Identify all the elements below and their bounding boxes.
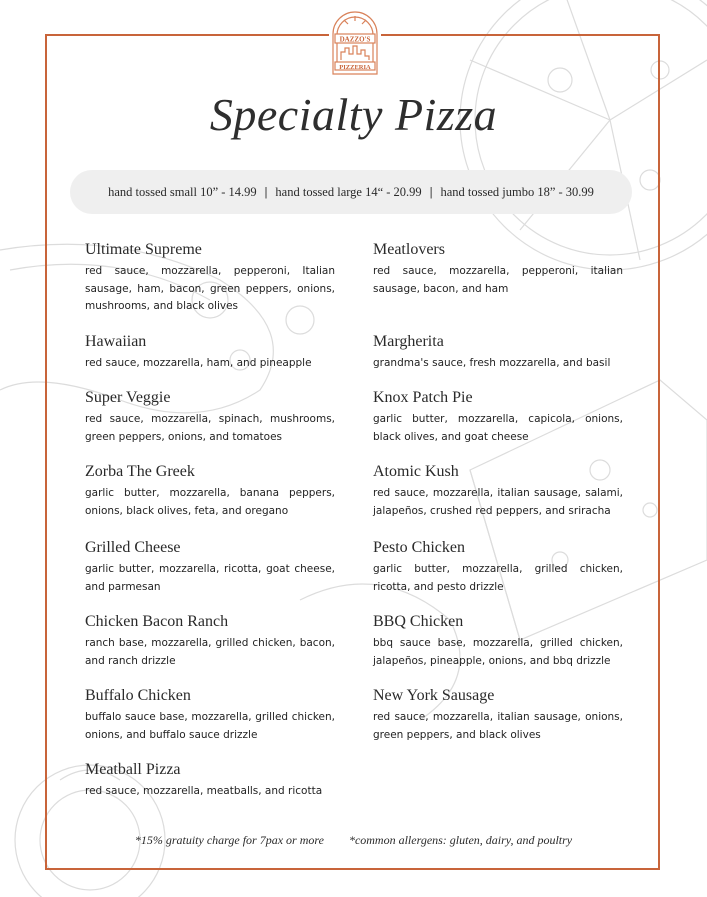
menu-item-description: bbq sauce base, mozzarella, grilled chicken, jalapeños, pineapple, onions, and bbq drizzle (373, 637, 623, 667)
menu-item-description: garlic butter, mozzarella, ricotta, goat cheese, and parmesan (85, 563, 335, 593)
menu-item-name: Meatball Pizza (85, 761, 181, 778)
menu-item (85, 761, 335, 801)
menu-item (373, 463, 623, 520)
price-separator: | (429, 184, 433, 199)
menu-item-name: Chicken Bacon Ranch (85, 613, 229, 630)
menu-item-name: Grilled Cheese (85, 539, 181, 556)
menu-item-name: Margherita (373, 333, 444, 350)
menu-item-description: garlic butter, mozzarella, grilled chicken, ricotta, and pesto drizzle (373, 563, 623, 593)
menu-item-name: BBQ Chicken (373, 613, 464, 630)
menu-item (85, 539, 335, 596)
menu-item-description: red sauce, mozzarella, pepperoni, italian sausage, bacon, and ham (373, 265, 623, 295)
logo-top-text: DAZZO'S (339, 35, 371, 44)
menu-item (373, 539, 623, 596)
menu-item (85, 687, 335, 744)
menu-item-name: Buffalo Chicken (85, 687, 191, 704)
menu-item (373, 687, 623, 744)
brand-logo (329, 8, 381, 76)
price-jumbo: hand tossed jumbo 18” - 30.99 (440, 184, 594, 199)
menu-item-name: Meatlovers (373, 241, 445, 258)
gratuity-note: *15% gratuity charge for 7pax or more (134, 833, 324, 847)
footer-notes (0, 833, 707, 848)
menu-item-name: New York Sausage (373, 687, 495, 704)
menu-item (373, 333, 623, 373)
menu-item-description: garlic butter, mozzarella, capicola, onions, black olives, and goat cheese (373, 413, 623, 443)
price-separator: | (264, 184, 268, 199)
menu-item (85, 333, 335, 373)
menu-item-description: red sauce, mozzarella, italian sausage, onions, green peppers, and black olives (373, 711, 623, 741)
menu-item-description: garlic butter, mozzarella, banana peppers, onions, black olives, feta, and oregano (85, 487, 335, 517)
menu-item (373, 613, 623, 670)
allergens-note: *common allergens: gluten, dairy, and poultry (348, 833, 573, 847)
menu-item-description: red sauce, mozzarella, meatballs, and ricotta (85, 785, 323, 797)
menu-item-description: grandma's sauce, fresh mozzarella, and basil (373, 357, 611, 369)
price-small: hand tossed small 10” - 14.99 (108, 184, 257, 199)
menu-border-frame (45, 34, 660, 870)
menu-item (85, 241, 335, 316)
menu-item (85, 389, 335, 446)
menu-item-name: Super Veggie (85, 389, 171, 406)
menu-item (373, 241, 623, 298)
menu-item-name: Knox Patch Pie (373, 389, 473, 406)
menu-item (85, 613, 335, 670)
menu-item-description: red sauce, mozzarella, pepperoni, Italian sausage, ham, bacon, green peppers, onions, mushrooms, and black olives (85, 265, 335, 312)
menu-item-name: Atomic Kush (373, 463, 459, 480)
menu-item (373, 389, 623, 446)
menu-item-name: Ultimate Supreme (85, 241, 202, 258)
page-title: Specialty Pizza (209, 89, 498, 140)
menu-item-name: Hawaiian (85, 333, 147, 350)
logo-bottom-text: PIZZERIA (339, 64, 371, 71)
price-large: hand tossed large 14“ - 20.99 (275, 184, 422, 199)
menu-item-name: Zorba The Greek (85, 463, 195, 480)
menu-item-name: Pesto Chicken (373, 539, 465, 556)
menu-item (85, 463, 335, 520)
menu-item-description: red sauce, mozzarella, spinach, mushrooms, green peppers, onions, and tomatoes (85, 413, 335, 443)
menu-item-description: buffalo sauce base, mozzarella, grilled chicken, onions, and buffalo sauce drizzle (85, 711, 335, 741)
menu-item-description: ranch base, mozzarella, grilled chicken, bacon, and ranch drizzle (85, 637, 335, 667)
price-bar (70, 170, 632, 214)
menu-item-description: red sauce, mozzarella, italian sausage, salami, jalapeños, crushed red peppers, and sriracha (373, 487, 623, 517)
menu-item-description: red sauce, mozzarella, ham, and pineapple (85, 357, 312, 369)
